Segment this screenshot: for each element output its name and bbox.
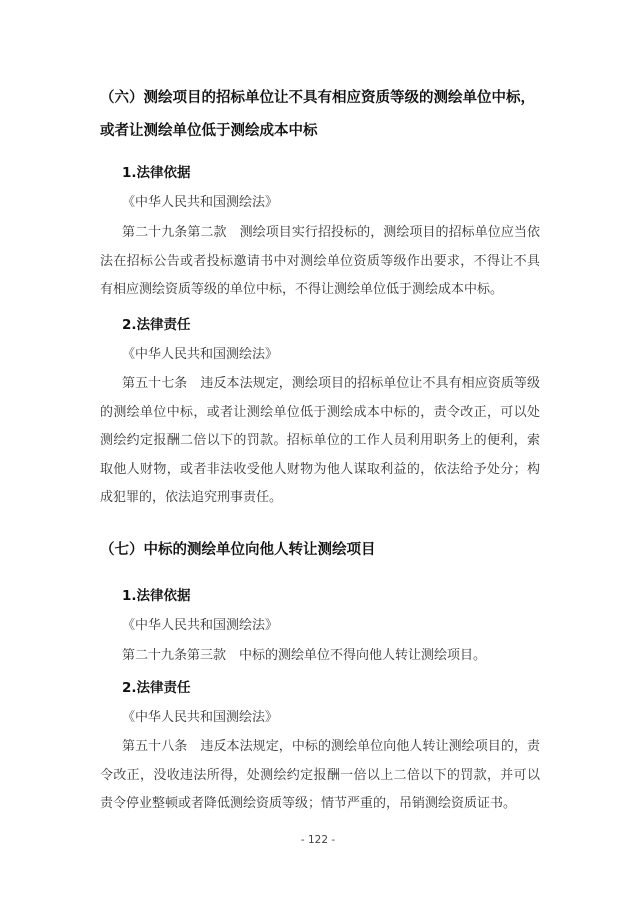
section-7-liability-article: 第五十八条 违反本法规定，中标的测绘单位向他人转让测绘项目的，责令改正，没收违法所得，处测绘约定报酬一倍以上二倍以下的罚款，并可以责令停业整顿或者降低测绘资质等级；情节严重的，吊销测绘资质证书。 — [100, 739, 540, 811]
section-6-basis-label: 1.法律依据 — [122, 165, 191, 181]
section-7-liability-law-title: 《中华人民共和国测绘法》 — [122, 710, 279, 725]
section-7-liability-label: 2.法律责任 — [122, 680, 191, 696]
section-6-liability-law-title: 《中华人民共和国测绘法》 — [122, 347, 279, 362]
section-7-heading: （七）中标的测绘单位向他人转让测绘项目 — [100, 542, 376, 558]
section-6-basis-law-title: 《中华人民共和国测绘法》 — [122, 195, 279, 210]
section-6-heading: （六）测绘项目的招标单位让不具有相应资质等级的测绘单位中标，或者让测绘单位低于测绘成本中标 — [100, 90, 535, 139]
section-6-basis-article: 第二十九条第二款 测绘项目实行招投标的，测绘项目的招标单位应当依法在招标公告或者投标邀请书中对测绘单位资质等级作出要求，不得让不具有相应测绘资质等级的单位中标，不得让测绘单位低于测绘成本中标。 — [100, 225, 540, 297]
section-6-liability-article: 第五十七条 违反本法规定，测绘项目的招标单位让不具有相应资质等级的测绘单位中标，或者让测绘单位低于测绘成本中标的，责令改正，可以处测绘约定报酬二倍以下的罚款。招标单位的工作人员利用职务上的便利，索取他人财物，或者非法收受他人财物为他人谋取利益的，依法给予处分；构成犯罪的，依法追究刑事责任。 — [100, 376, 540, 505]
page-number: - 122 - — [300, 834, 336, 846]
section-6-liability-label: 2.法律责任 — [122, 317, 191, 333]
section-7-basis-article: 第二十九条第三款 中标的测绘单位不得向他人转让测绘项目。 — [122, 648, 487, 663]
section-7-basis-law-title: 《中华人民共和国测绘法》 — [122, 618, 279, 633]
section-7-basis-label: 1.法律依据 — [122, 588, 191, 604]
